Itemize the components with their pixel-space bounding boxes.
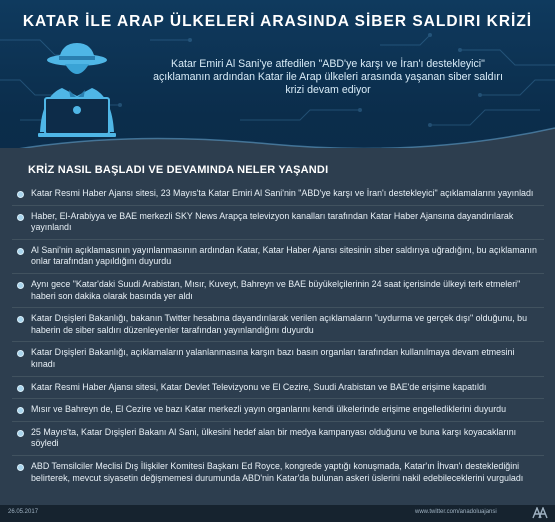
list-item [12,274,544,308]
bullet-dot-icon [17,248,24,255]
list-item [12,399,544,422]
list-item [12,308,544,342]
list-item-text: Al Sani'nin açıklamasının yayınlanmasının ardından Katar, Katar Haber Ajansı sitesinin siber saldırıya uğradığını, bu açıklamanın onlar tarafından yapıldığını duyurdu [31,244,537,267]
bullet-dot-icon [17,350,24,357]
section-title: KRİZ NASIL BAŞLADI VE DEVAMINDA NELER YAŞANDI [28,164,329,176]
events-list [12,183,544,489]
list-item [12,183,544,206]
list-item [12,377,544,400]
aa-logo-icon [532,507,548,519]
list-item-text: Aynı gece "Katar'daki Suudi Arabistan, Mısır, Kuveyt, Bahreyn ve BAE büyükelçilerinin 24 saat içerisinde ülkeyi terk etmeleri" haberi son dakika olarak basında yer aldı [31,278,521,301]
list-item [12,456,544,489]
bullet-dot-icon [17,464,24,471]
footer-twitter-link[interactable]: www.twitter.com/anadoluajansi [415,509,497,515]
bullet-dot-icon [17,214,24,221]
bullet-dot-icon [17,191,24,198]
list-item-text: Mısır ve Bahreyn de, El Cezire ve bazı Katar merkezli yayın organlarını kendi ülkelerinde erişime engellediklerini duyurdu [31,404,507,415]
bullet-dot-icon [17,282,24,289]
list-item [12,422,544,456]
list-item [12,206,544,240]
list-item-text: Haber, El-Arabiyya ve BAE merkezli SKY News Arapça televizyon kanalları tarafından Katar Haber Ajansına dayandırılarak yayınlandı [31,210,514,233]
list-item-text: Katar Dışişleri Bakanlığı, bakanın Twitter hesabına dayandırılarak verilen açıklamaların "uydurma ve gerçek dışı" olduğunu, bu haberin de siber saldırı düzenleyenler tarafından yayınlandığını duyurdu [31,313,528,335]
bullet-dot-icon [17,316,24,323]
list-item-text: ABD Temsilciler Meclisi Dış İlişkiler Komitesi Başkanı Ed Royce, kongrede yaptığı konuşmada, Katar'ın İhvan'ı desteklediğini belirterek, mevcut siyasetin değişmemesi durumunda ABD'nin Katar'da bulunan askeri üslerini nakil edebileceklerini vurguladı [31,460,524,483]
footer-date: 26.05.2017 [8,509,39,515]
lead-text: Katar Emiri Al Sani'ye atfedilen "ABD'ye karşı ve İran'ı destekleyici" açıklamanın ardından Katar ile Arap ülkeleri arasında yaşanan siber saldırı krizi devam ediyor [153,58,503,96]
list-item-text: 25 Mayıs'ta, Katar Dışişleri Bakanı Al Sani, ülkesini hedef alan bir medya kampanyası olduğunu ve buna karşı koyacaklarını söyledi [31,426,517,449]
list-item [12,342,544,376]
list-item-text: Katar Dışişleri Bakanlığı, açıklamaların yalanlanmasına karşın bazı basın organları tarafından kullanılmaya devam etmesini kınadı [31,347,515,369]
bullet-dot-icon [17,430,24,437]
list-item-text: Katar Resmi Haber Ajansı sitesi, Katar Devlet Televizyonu ve El Cezire, Suudi Arabistan ve BAE'de erişime kapatıldı [31,381,487,392]
page-title: KATAR İLE ARAP ÜLKELERİ ARASINDA SİBER SALDIRI KRİZİ [22,13,533,30]
list-item-text: Katar Resmi Haber Ajansı sitesi, 23 Mayıs'ta Katar Emiri Al Sani'nin "ABD'ye karşı ve İran'ı destekleyici" açıklamalarını yayınladı [31,188,534,198]
bullet-dot-icon [17,385,24,392]
bullet-dot-icon [17,407,24,414]
list-item [12,240,544,274]
